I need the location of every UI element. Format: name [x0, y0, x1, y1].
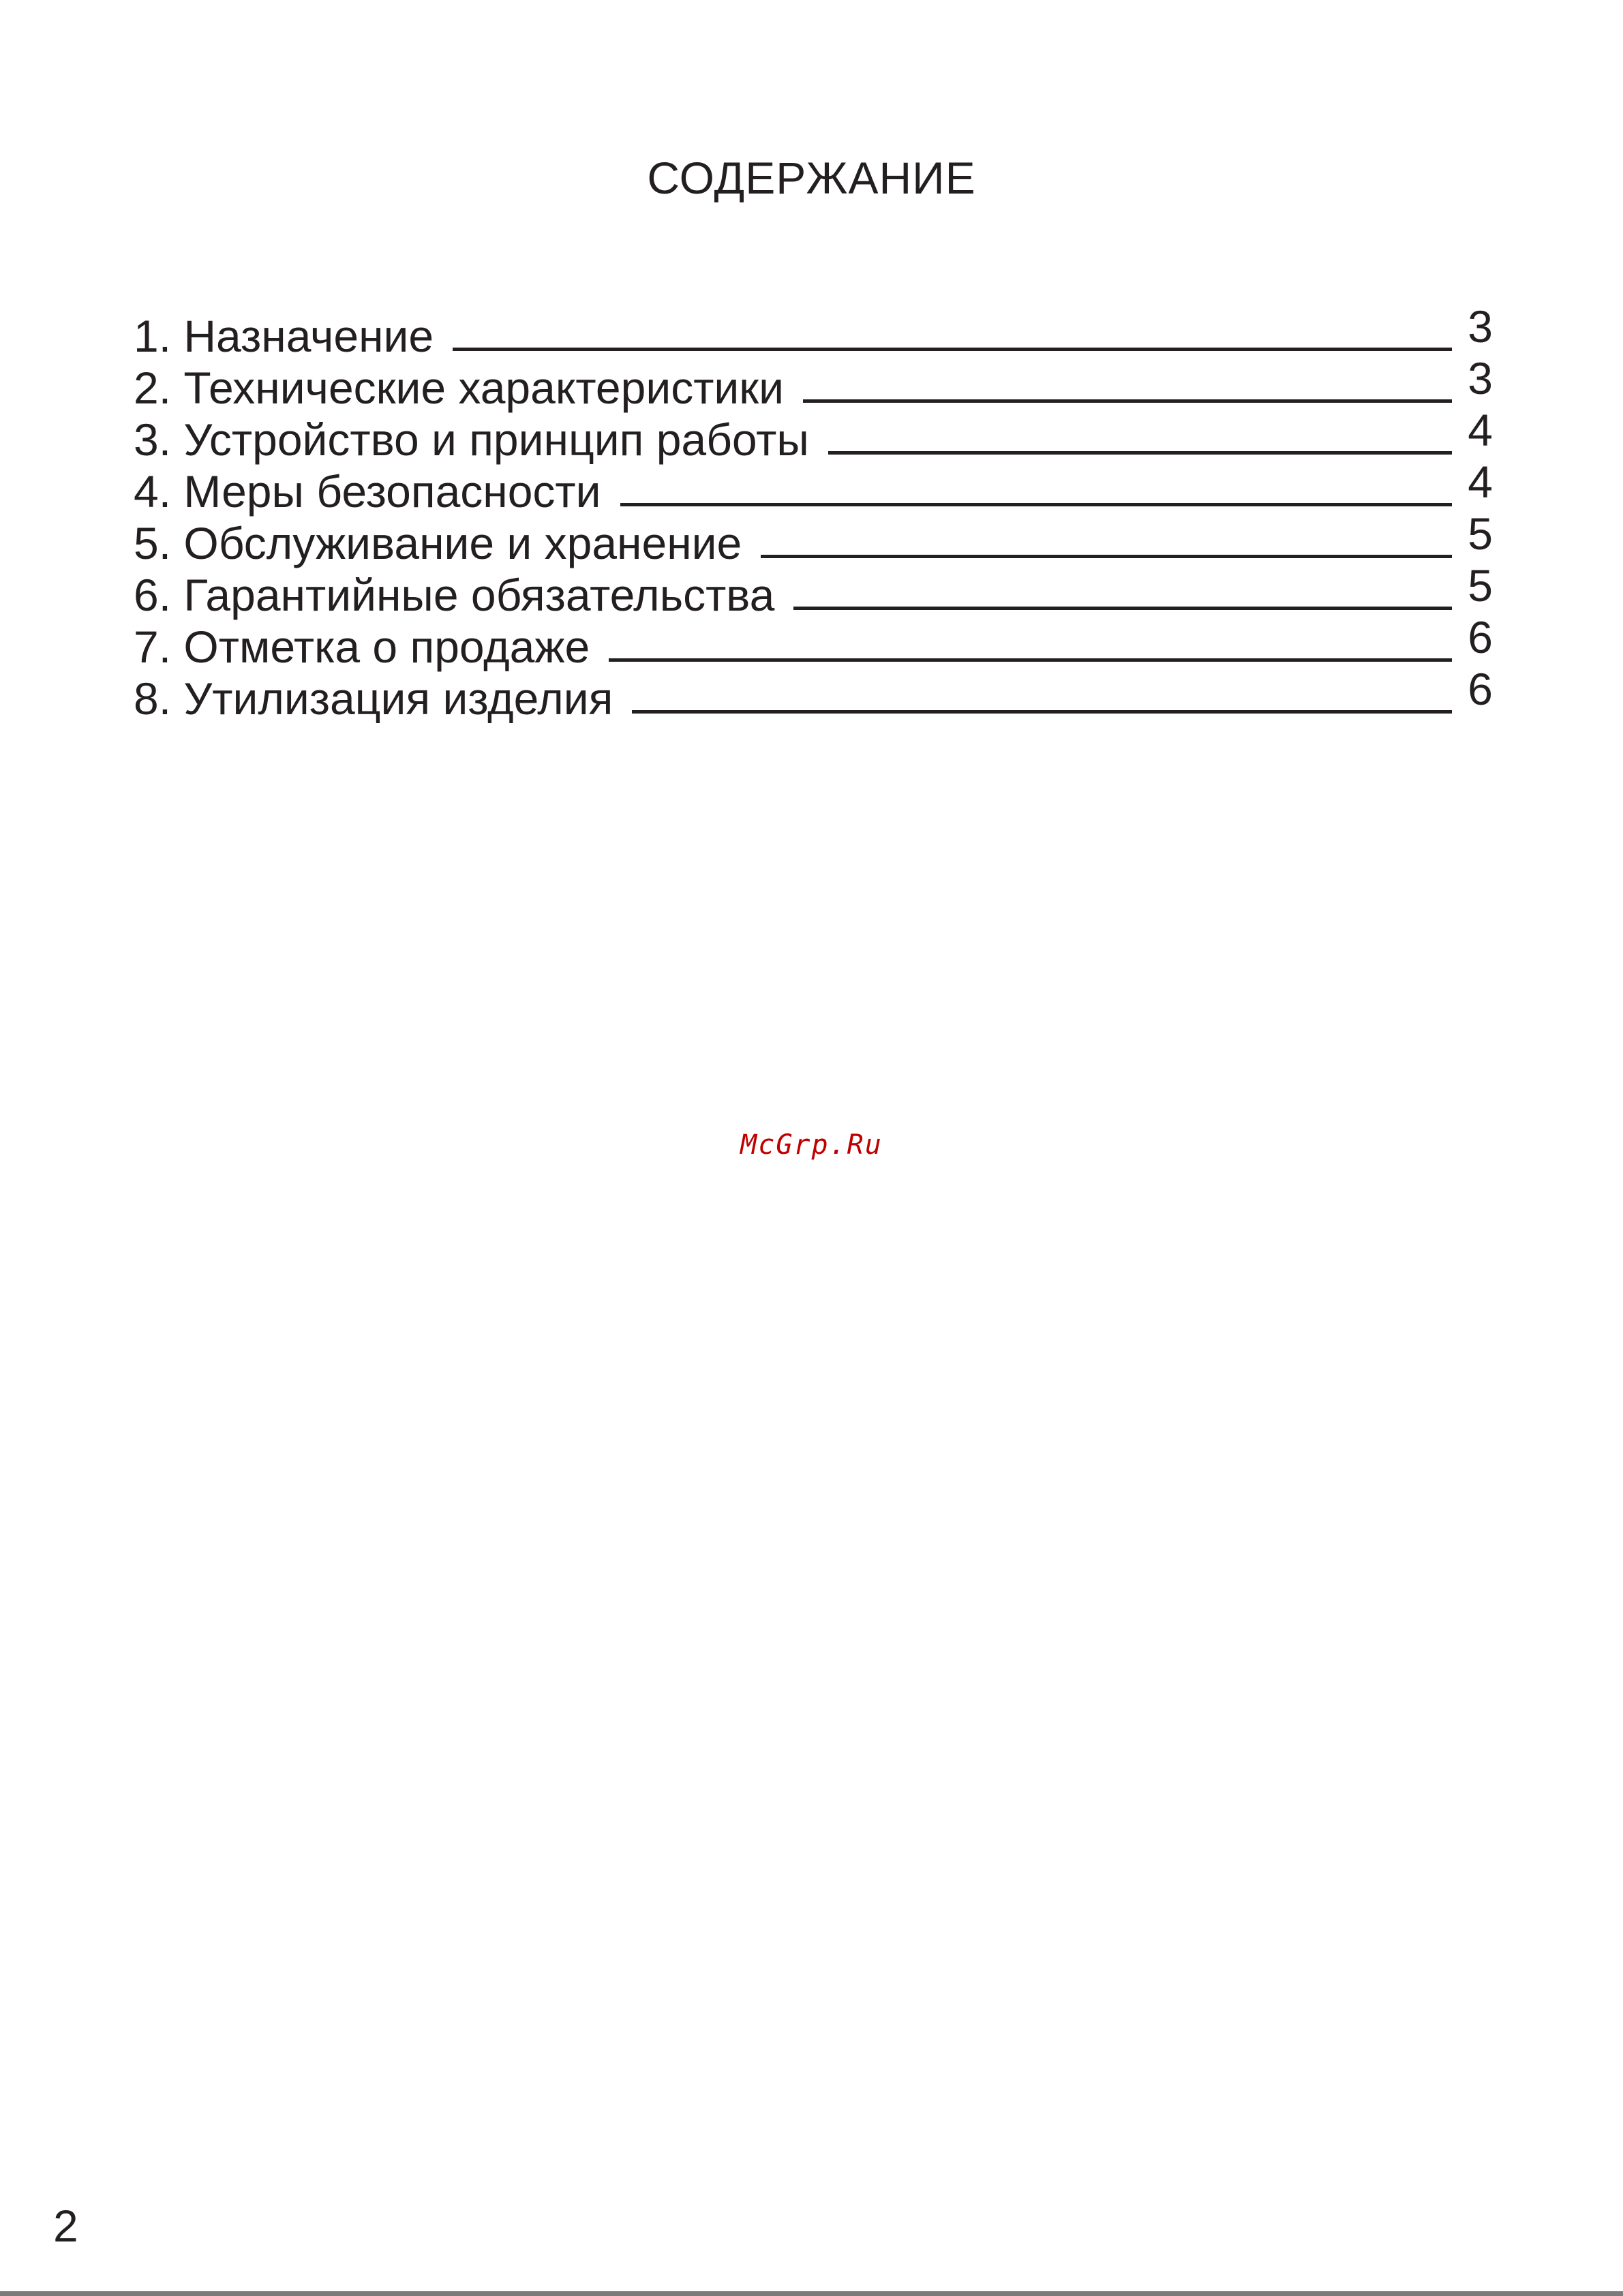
toc-leader-line	[803, 399, 1452, 403]
toc-entry	[134, 353, 1493, 414]
toc-leader-line	[761, 555, 1452, 558]
toc-entry-page: 6	[1468, 664, 1493, 714]
toc-entry-label: 2. Технические характеристики	[134, 363, 785, 413]
toc-entry-label: 8. Утилизация изделия	[134, 673, 613, 724]
toc-entry	[134, 560, 1493, 621]
toc-entry-label: 1. Назначение	[134, 311, 434, 361]
toc-entry-label: 4. Меры безопасности	[134, 466, 601, 517]
toc-entry-page: 4	[1468, 457, 1493, 507]
table-of-contents	[134, 301, 1493, 724]
toc-leader-line	[828, 451, 1452, 455]
toc-entry-page: 5	[1468, 508, 1493, 559]
toc-entry-label: 3. Устройство и принцип работы	[134, 414, 809, 465]
toc-leader-line	[453, 348, 1452, 351]
toc-entry-page: 6	[1468, 612, 1493, 662]
toc-entry	[134, 405, 1493, 465]
toc-entry-page: 5	[1468, 560, 1493, 611]
page-number: 2	[53, 2201, 78, 2251]
toc-entry	[134, 664, 1493, 724]
toc-entry	[134, 612, 1493, 673]
page-title: СОДЕРЖАНИЕ	[647, 153, 976, 203]
toc-entry-page: 3	[1468, 301, 1493, 352]
watermark: McGrp.Ru	[740, 1129, 883, 1161]
toc-entry-label: 6. Гарантийные обязательства	[134, 570, 775, 620]
toc-entry	[134, 301, 1493, 362]
toc-leader-line	[793, 607, 1452, 610]
bottom-edge-rule	[0, 2291, 1623, 2296]
toc-entry-label: 5. Обслуживание и хранение	[134, 518, 742, 568]
toc-leader-line	[609, 658, 1452, 662]
toc-entry-page: 3	[1468, 353, 1493, 403]
toc-entry	[134, 508, 1493, 569]
toc-entry	[134, 457, 1493, 517]
toc-leader-line	[620, 503, 1452, 506]
toc-entry-label: 7. Отметка о продаже	[134, 622, 590, 672]
toc-entry-page: 4	[1468, 405, 1493, 455]
toc-leader-line	[632, 710, 1452, 714]
